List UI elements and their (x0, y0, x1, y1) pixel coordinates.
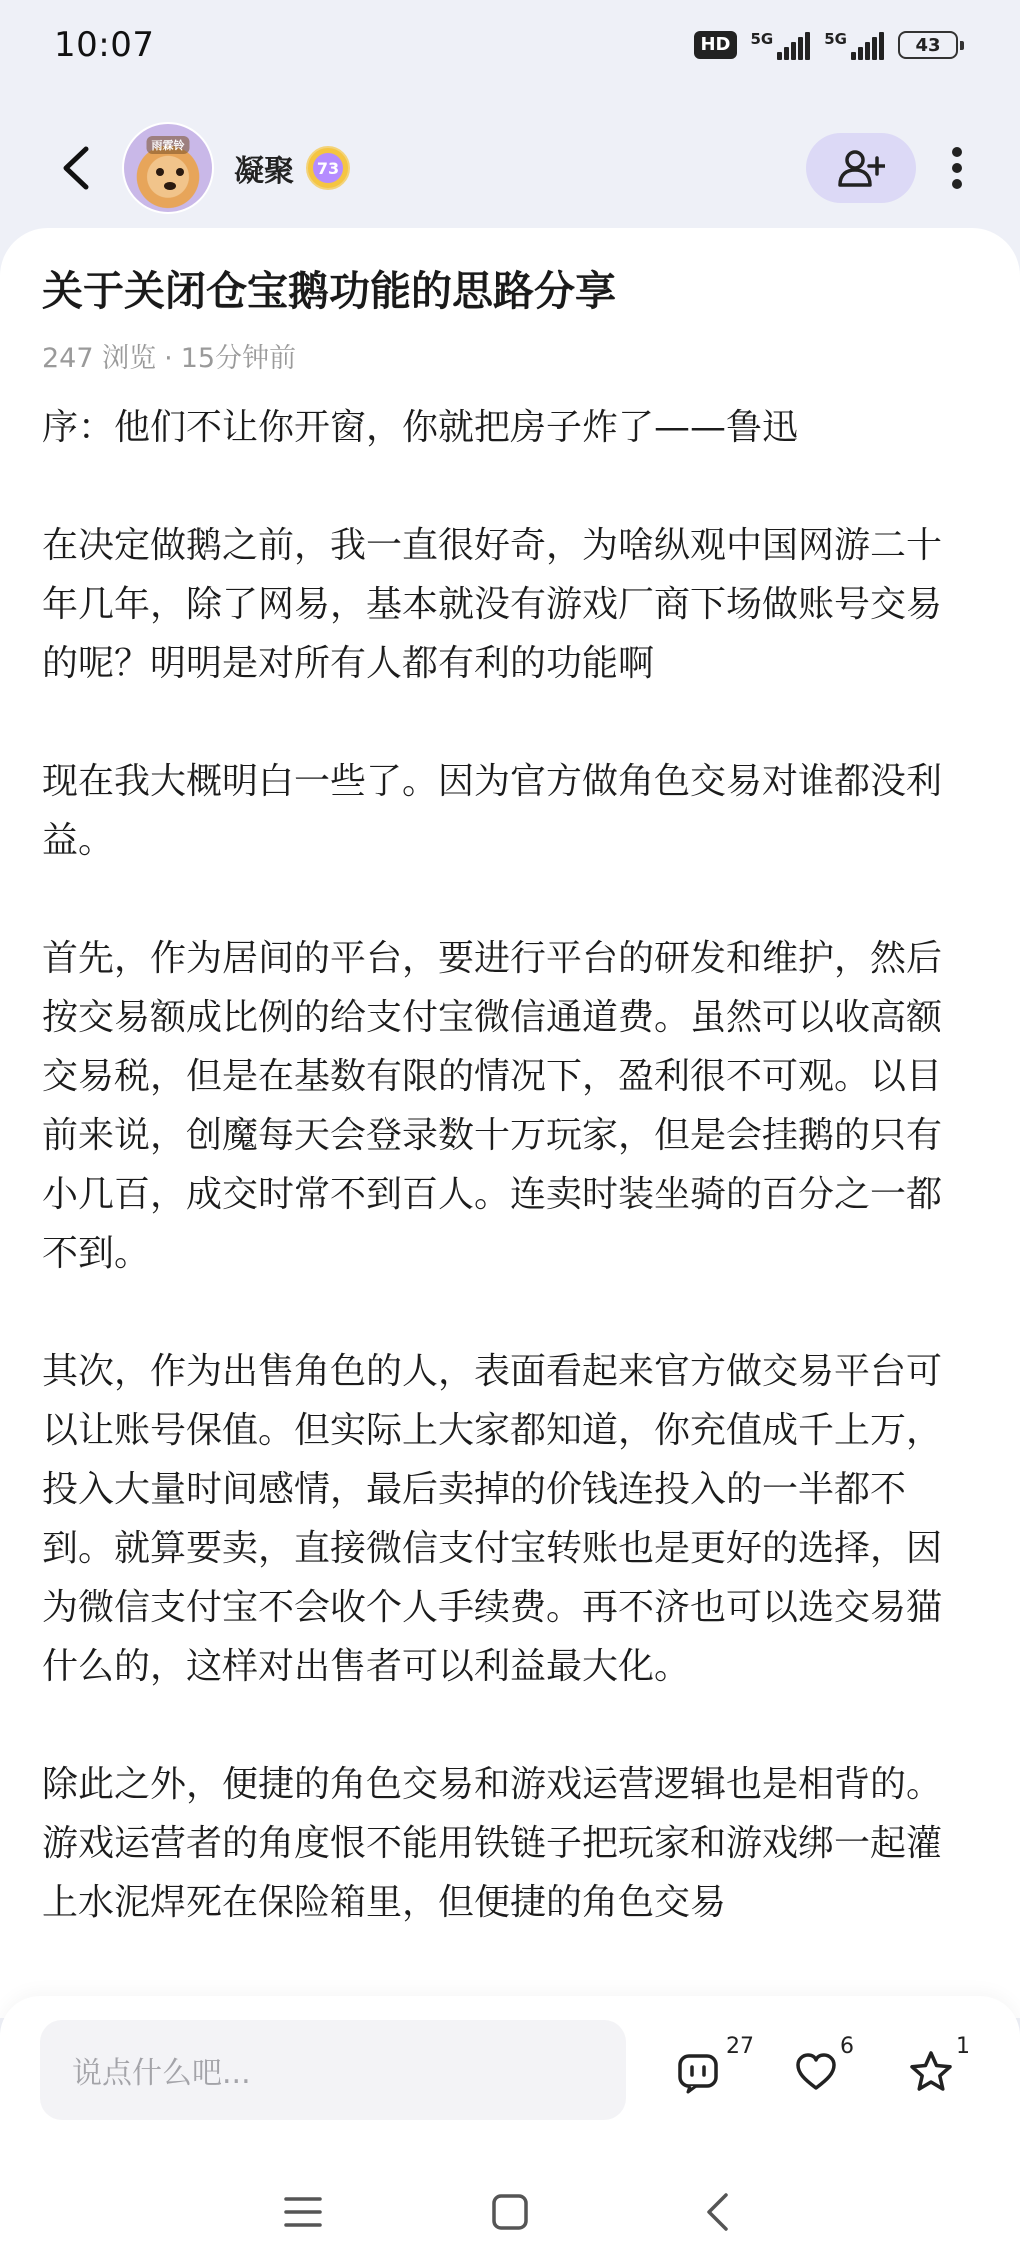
article-paragraph: 序：他们不让你开窗，你就把房子炸了——鲁迅 (42, 407, 799, 448)
battery-level: 43 (915, 34, 941, 56)
post-header (0, 118, 1020, 218)
avatar[interactable] (122, 122, 214, 214)
battery-icon (898, 31, 958, 59)
like-count: 6 (840, 2034, 854, 2059)
signal-icon-sim2 (824, 30, 884, 60)
square-icon (491, 2193, 529, 2231)
heart-icon (794, 2050, 838, 2094)
star-icon (908, 2049, 954, 2095)
comment-count: 27 (726, 2034, 754, 2059)
follow-button[interactable] (806, 133, 916, 203)
comment-placeholder: 说点什么吧... (72, 2056, 251, 2091)
system-nav-bar (0, 2156, 1020, 2267)
article-card (0, 228, 1020, 2018)
more-vertical-icon (951, 146, 963, 190)
hd-voice-icon: HD (694, 31, 736, 59)
comment-action-bar (0, 1996, 1020, 2156)
like-button[interactable] (794, 2034, 854, 2102)
system-back-button[interactable] (682, 2177, 752, 2247)
article-paragraph: 在决定做鹅之前，我一直很好奇，为啥纵观中国网游二十年几年，除了网易，基本就没有游戏厂商下场做账号交易的呢？明明是对所有人都有利的功能啊 (42, 525, 943, 684)
article-body (42, 398, 972, 1991)
system-icons (694, 30, 958, 60)
network-type-label: 5G (750, 30, 774, 48)
status-bar (0, 0, 1020, 90)
view-count: 247 浏览 (42, 343, 157, 374)
level-badge: 73 (306, 146, 350, 190)
signal-icon-sim1 (751, 30, 811, 60)
recent-apps-button[interactable] (268, 2177, 338, 2247)
article-paragraph: 首先，作为居间的平台，要进行平台的研发和维护，然后按交易额成比例的给支付宝微信通道费。虽然可以收高额交易税，但是在基数有限的情况下，盈利很不可观。以目前来说，创魔每天会登录数十万玩家，但是会挂鹅的只有小几百，成交时常不到百人。连卖时装坐骑的百分之一都不到。 (42, 938, 943, 1274)
username[interactable]: 凝聚 (234, 154, 294, 189)
article-paragraph: 其次，作为出售角色的人，表面看起来官方做交易平台可以让账号保值。但实际上大家都知道，你充值成千上万，投入大量时间感情，最后卖掉的价钱连投入的一半都不到。就算要卖，直接微信支付宝转账也是更好的选择，因为微信支付宝不会收个人手续费。再不济也可以选交易猫什么的，这样对出售者可以利益最大化。 (42, 1351, 943, 1687)
article-meta (42, 336, 296, 375)
back-button[interactable] (50, 138, 100, 198)
article-paragraph: 现在我大概明白一些了。因为官方做角色交易对谁都没利益。 (42, 761, 943, 861)
meta-separator: · (164, 343, 173, 374)
avatar-tag: 雨霖铃 (147, 136, 190, 154)
post-time: 15分钟前 (180, 343, 297, 374)
comment-button[interactable] (676, 2034, 754, 2102)
status-time: 10:07 (54, 25, 155, 65)
menu-icon (283, 2195, 323, 2229)
more-options-button[interactable] (932, 133, 982, 203)
comment-icon (676, 2050, 720, 2094)
favorite-count: 1 (956, 2034, 970, 2059)
back-arrow-icon (704, 2192, 730, 2232)
article-title: 关于关闭仓宝鹅功能的思路分享 (42, 267, 616, 315)
add-user-icon (837, 148, 885, 188)
home-button[interactable] (475, 2177, 545, 2247)
article-paragraph: 除此之外，便捷的角色交易和游戏运营逻辑也是相背的。游戏运营者的角度恨不能用铁链子把玩家和游戏绑一起灌上水泥焊死在保险箱里，但便捷的角色交易 (42, 1764, 943, 1923)
comment-input[interactable] (40, 2020, 626, 2120)
chevron-left-icon (60, 145, 90, 191)
network-type-label: 5G (824, 30, 847, 48)
favorite-button[interactable] (908, 2034, 970, 2102)
